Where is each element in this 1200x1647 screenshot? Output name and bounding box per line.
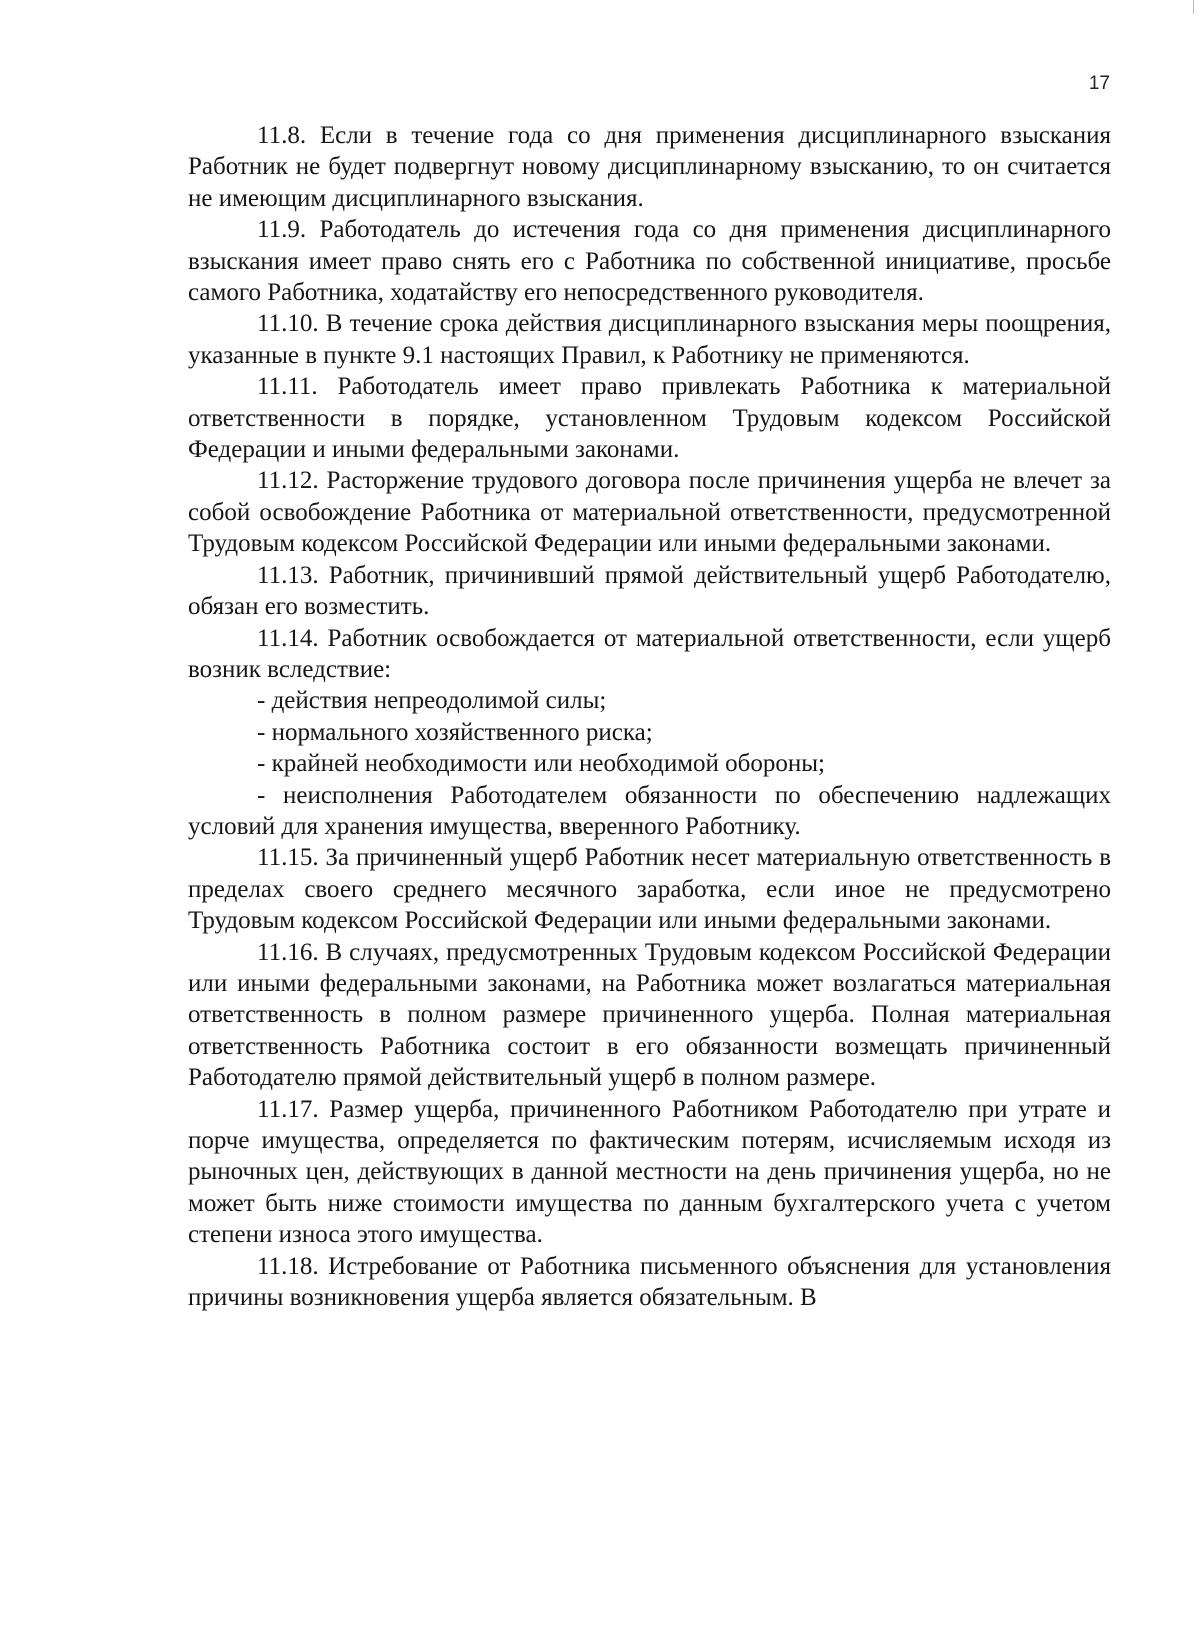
page-number: 17 — [1088, 73, 1110, 94]
paragraph-11-9: 11.9. Работодатель до истечения года со дня применения дисциплинарного взыскания имеет право снять его с Работника по собственной инициативе, просьбе самого Работника, ходатайству его непосредственного руководителя. — [188, 216, 1111, 307]
paragraph-11-18: 11.18. Истребование от Работника письменного объяснения для установления причины возникновения ущерба является обязательным. В — [188, 1252, 1111, 1312]
document-body — [188, 120, 1111, 1313]
list-item-necessity-defense: - крайней необходимости или необходимой обороны; — [257, 750, 826, 778]
paragraph-11-14: 11.14. Работник освобождается от материальной ответственности, если ущерб возник вследствие: — [188, 624, 1111, 683]
paragraph-11-13: 11.13. Работник, причинивший прямой действительный ущерб Работодателю, обязан его возместить. — [188, 561, 1111, 621]
paragraph-11-10: 11.10. В течение срока действия дисциплинарного взыскания меры поощрения, указанные в пункте 9.1 настоящих Правил, к Работнику не применяются. — [188, 310, 1111, 369]
paragraph-11-11: 11.11. Работодатель имеет право привлекать Работника к материальной ответственности в порядке, установленном Трудовым кодексом Российской Федерации и иными федеральными законами. — [188, 373, 1111, 464]
paragraph-11-12: 11.12. Расторжение трудового договора после причинения ущерба не влечет за собой освобождение Работника от материальной ответственности, предусмотренной Трудовым кодексом Российской Федерации или иными федеральными законами. — [188, 467, 1111, 558]
paragraph-11-17: 11.17. Размер ущерба, причиненного Работником Работодателю при утрате и порче имущества, определяется по фактическим потерям, исчисляемым исходя из рыночных цен, действующих в данной местности на день причинения ущерба, но не может быть ниже стоимости имущества по данным бухгалтерского учета с учетом степени износа этого имущества. — [188, 1095, 1111, 1249]
paragraph-11-8: 11.8. Если в течение года со дня применения дисциплинарного взыскания Работник не будет подвергнут новому дисциплинарному взысканию, то он считается не имеющим дисциплинарного взыскания. — [188, 122, 1111, 212]
paragraph-11-16: 11.16. В случаях, предусмотренных Трудовым кодексом Российской Федерации или иными федеральными законами, на Работника может возлагаться материальная ответственность в полном размере причиненного ущерба. Полная материальная ответственность Работника состоит в его обязанности возмещать причиненный Работодателю прямой действительный ущерб в полном размере. — [188, 938, 1111, 1092]
paragraph-11-15: 11.15. За причиненный ущерб Работник несет материальную ответственность в пределах своего среднего месячного заработка, если иное не предусмотрено Трудовым кодексом Российской Федерации или иными федеральными законами. — [188, 844, 1111, 935]
list-item-economic-risk: - нормального хозяйственного риска; — [257, 718, 653, 746]
scan-edge-mark — [1193, 0, 1194, 14]
list-item-force-majeure: - действия непреодолимой силы; — [257, 687, 607, 715]
list-item-employer-failure: - неисполнения Работодателем обязанности по обеспечению надлежащих условий для хранения имущества, вверенного Работнику. — [188, 781, 1111, 840]
